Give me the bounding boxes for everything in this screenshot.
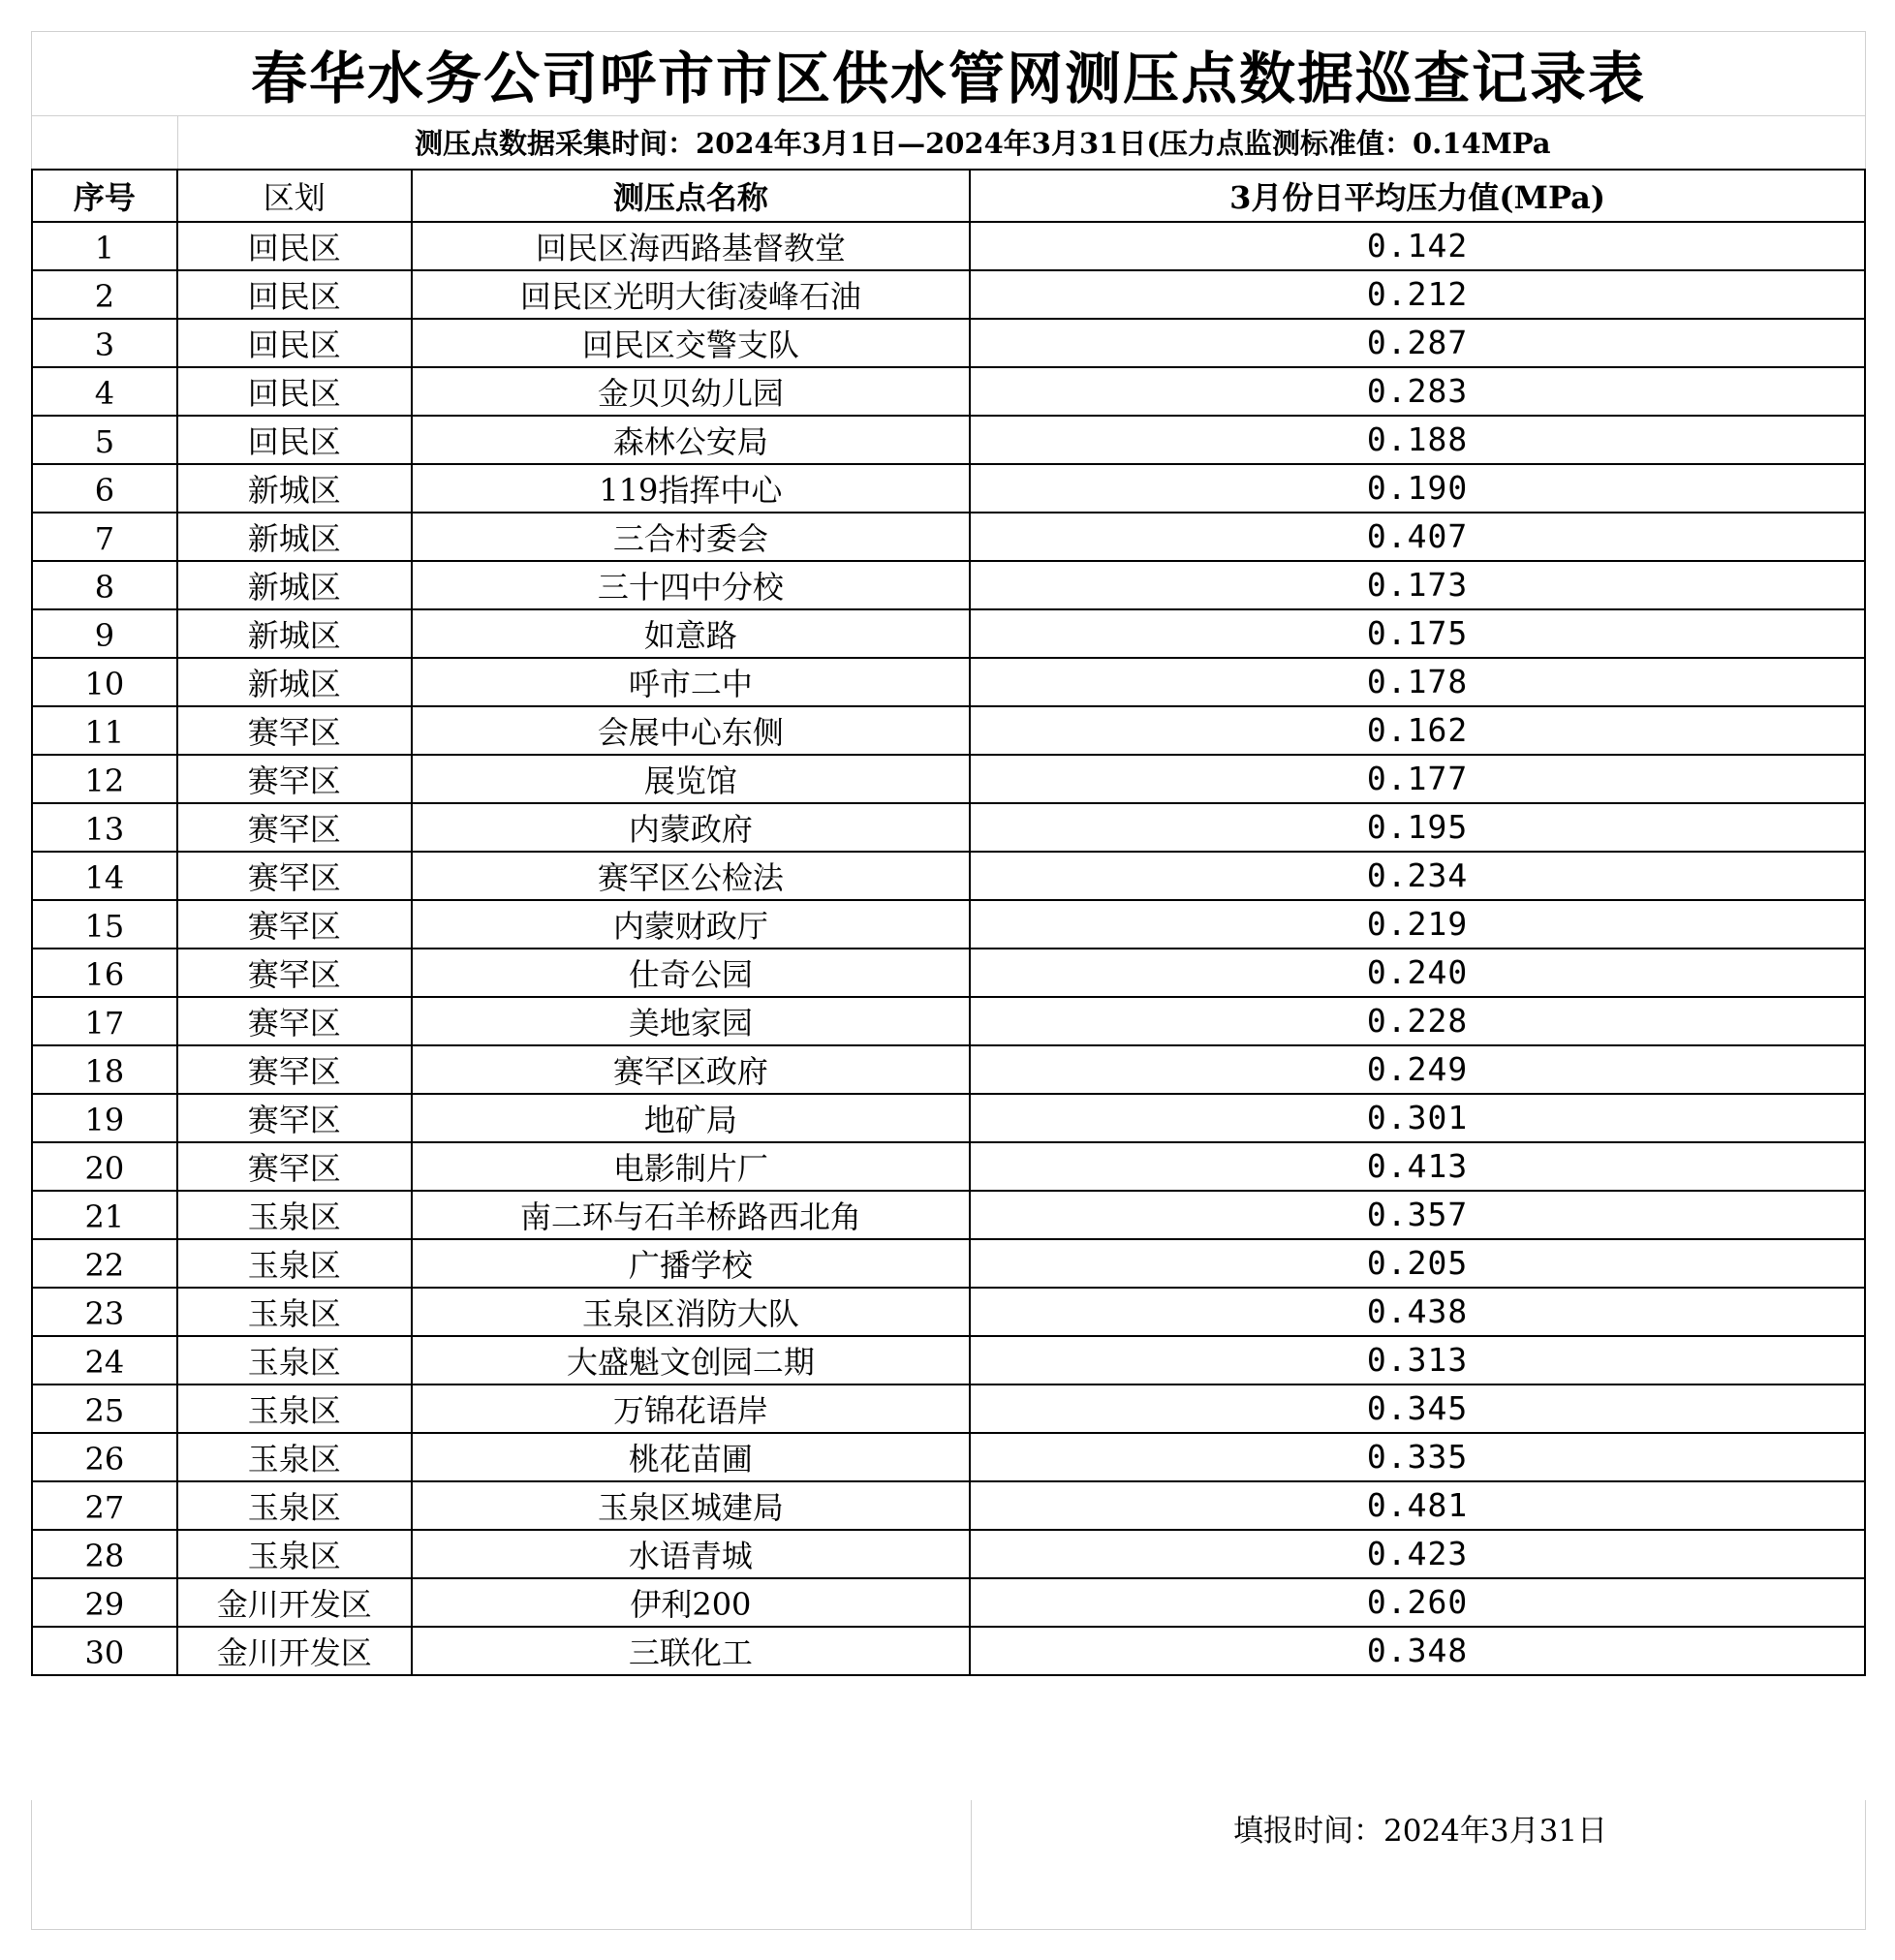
cell-seq[interactable]: 12 xyxy=(32,755,177,803)
cell-avg-pressure[interactable]: 0.348 xyxy=(970,1627,1865,1675)
table-row xyxy=(32,1191,1865,1239)
page-title: 春华水务公司呼市市区供水管网测压点数据巡查记录表 xyxy=(31,31,1866,116)
table-row xyxy=(32,1142,1865,1191)
cell-point-name[interactable]: 回民区海西路基督教堂 xyxy=(412,222,971,270)
cell-region[interactable]: 玉泉区 xyxy=(177,1384,412,1433)
cell-seq[interactable]: 29 xyxy=(32,1578,177,1627)
table-row xyxy=(32,1578,1865,1627)
table-row xyxy=(32,1288,1865,1336)
table-row xyxy=(32,561,1865,609)
cell-avg-pressure[interactable]: 0.240 xyxy=(970,949,1865,997)
cell-seq[interactable]: 18 xyxy=(32,1045,177,1094)
cell-region[interactable]: 新城区 xyxy=(177,561,412,609)
cell-point-name[interactable]: 回民区光明大街凌峰石油 xyxy=(412,270,971,319)
cell-region[interactable]: 金川开发区 xyxy=(177,1627,412,1675)
cell-seq[interactable]: 24 xyxy=(32,1336,177,1384)
table-row xyxy=(32,1627,1865,1675)
cell-region[interactable]: 赛罕区 xyxy=(177,900,412,949)
table-row xyxy=(32,416,1865,464)
cell-point-name[interactable]: 电影制片厂 xyxy=(412,1142,971,1191)
cell-seq[interactable]: 30 xyxy=(32,1627,177,1675)
cell-avg-pressure[interactable]: 0.481 xyxy=(970,1481,1865,1530)
cell-point-name[interactable]: 南二环与石羊桥路西北角 xyxy=(412,1191,971,1239)
cell-region[interactable]: 赛罕区 xyxy=(177,949,412,997)
table-row xyxy=(32,464,1865,513)
cell-seq[interactable]: 14 xyxy=(32,852,177,900)
cell-avg-pressure[interactable]: 0.407 xyxy=(970,513,1865,561)
report-time: 填报时间：2024年3月31日 xyxy=(1233,1814,1608,1849)
cell-avg-pressure[interactable]: 0.287 xyxy=(970,319,1865,367)
table-row xyxy=(32,513,1865,561)
cell-point-name[interactable]: 内蒙财政厅 xyxy=(412,900,971,949)
cell-region[interactable]: 玉泉区 xyxy=(177,1288,412,1336)
cell-seq[interactable]: 3 xyxy=(32,319,177,367)
table-row xyxy=(32,1239,1865,1288)
cell-region[interactable]: 新城区 xyxy=(177,658,412,706)
cell-seq[interactable]: 28 xyxy=(32,1530,177,1578)
cell-region[interactable]: 回民区 xyxy=(177,270,412,319)
cell-divider xyxy=(177,116,178,169)
cell-seq[interactable]: 7 xyxy=(32,513,177,561)
cell-seq[interactable]: 16 xyxy=(32,949,177,997)
table-row xyxy=(32,1336,1865,1384)
cell-avg-pressure[interactable]: 0.195 xyxy=(970,803,1865,852)
pressure-table xyxy=(31,169,1866,1676)
cell-point-name[interactable]: 森林公安局 xyxy=(412,416,971,464)
cell-avg-pressure[interactable]: 0.175 xyxy=(970,609,1865,658)
cell-region[interactable]: 新城区 xyxy=(177,609,412,658)
cell-seq[interactable]: 11 xyxy=(32,706,177,755)
cell-seq[interactable]: 20 xyxy=(32,1142,177,1191)
cell-region[interactable]: 玉泉区 xyxy=(177,1336,412,1384)
table-row xyxy=(32,997,1865,1045)
cell-avg-pressure[interactable]: 0.178 xyxy=(970,658,1865,706)
cell-point-name[interactable]: 展览馆 xyxy=(412,755,971,803)
cell-avg-pressure[interactable]: 0.212 xyxy=(970,270,1865,319)
cell-point-name[interactable]: 赛罕区公检法 xyxy=(412,852,971,900)
cell-seq[interactable]: 15 xyxy=(32,900,177,949)
cell-region[interactable]: 赛罕区 xyxy=(177,1142,412,1191)
cell-seq[interactable]: 6 xyxy=(32,464,177,513)
cell-avg-pressure[interactable]: 0.190 xyxy=(970,464,1865,513)
table-row xyxy=(32,222,1865,270)
cell-seq[interactable]: 27 xyxy=(32,1481,177,1530)
cell-region[interactable]: 金川开发区 xyxy=(177,1578,412,1627)
cell-avg-pressure[interactable]: 0.335 xyxy=(970,1433,1865,1481)
subtitle-row xyxy=(31,116,1866,169)
cell-avg-pressure[interactable]: 0.283 xyxy=(970,367,1865,416)
cell-region[interactable]: 玉泉区 xyxy=(177,1433,412,1481)
cell-avg-pressure[interactable]: 0.249 xyxy=(970,1045,1865,1094)
cell-avg-pressure[interactable]: 0.205 xyxy=(970,1239,1865,1288)
footer-area xyxy=(31,1800,1866,1930)
cell-point-name[interactable]: 玉泉区城建局 xyxy=(412,1481,971,1530)
cell-point-name[interactable]: 呼市二中 xyxy=(412,658,971,706)
cell-avg-pressure[interactable]: 0.162 xyxy=(970,706,1865,755)
cell-point-name[interactable]: 赛罕区政府 xyxy=(412,1045,971,1094)
cell-avg-pressure[interactable]: 0.438 xyxy=(970,1288,1865,1336)
table-row xyxy=(32,803,1865,852)
cell-point-name[interactable]: 仕奇公园 xyxy=(412,949,971,997)
table-row xyxy=(32,1045,1865,1094)
cell-seq[interactable]: 17 xyxy=(32,997,177,1045)
header-region[interactable]: 区划 xyxy=(177,170,412,222)
table-body xyxy=(32,222,1865,1675)
cell-seq[interactable]: 10 xyxy=(32,658,177,706)
cell-point-name[interactable]: 美地家园 xyxy=(412,997,971,1045)
table-row xyxy=(32,367,1865,416)
cell-region[interactable]: 回民区 xyxy=(177,319,412,367)
cell-divider xyxy=(971,1800,972,1930)
table-row xyxy=(32,900,1865,949)
cell-region[interactable]: 玉泉区 xyxy=(177,1481,412,1530)
cell-region[interactable]: 赛罕区 xyxy=(177,1094,412,1142)
cell-region[interactable]: 赛罕区 xyxy=(177,706,412,755)
table-row xyxy=(32,706,1865,755)
table-row xyxy=(32,1481,1865,1530)
cell-point-name[interactable]: 回民区交警支队 xyxy=(412,319,971,367)
cell-region[interactable]: 新城区 xyxy=(177,464,412,513)
collection-period: 测压点数据采集时间：2024年3月1日—2024年3月31日(压力点监测标准值：0.14MPa xyxy=(415,127,1551,160)
cell-point-name[interactable]: 金贝贝幼儿园 xyxy=(412,367,971,416)
header-avg-pressure[interactable]: 3月份日平均压力值(MPa) xyxy=(970,170,1865,222)
cell-region[interactable]: 玉泉区 xyxy=(177,1191,412,1239)
cell-seq[interactable]: 5 xyxy=(32,416,177,464)
table-row xyxy=(32,319,1865,367)
cell-seq[interactable]: 26 xyxy=(32,1433,177,1481)
cell-region[interactable]: 回民区 xyxy=(177,367,412,416)
table-row xyxy=(32,852,1865,900)
cell-point-name[interactable]: 地矿局 xyxy=(412,1094,971,1142)
cell-region[interactable]: 回民区 xyxy=(177,222,412,270)
cell-point-name[interactable]: 伊利200 xyxy=(412,1578,971,1627)
cell-avg-pressure[interactable]: 0.357 xyxy=(970,1191,1865,1239)
table-row xyxy=(32,270,1865,319)
cell-seq[interactable]: 19 xyxy=(32,1094,177,1142)
cell-seq[interactable]: 13 xyxy=(32,803,177,852)
cell-point-name[interactable]: 如意路 xyxy=(412,609,971,658)
cell-avg-pressure[interactable]: 0.234 xyxy=(970,852,1865,900)
cell-seq[interactable]: 23 xyxy=(32,1288,177,1336)
cell-avg-pressure[interactable]: 0.219 xyxy=(970,900,1865,949)
cell-point-name[interactable]: 三合村委会 xyxy=(412,513,971,561)
cell-point-name[interactable]: 万锦花语岸 xyxy=(412,1384,971,1433)
cell-region[interactable]: 赛罕区 xyxy=(177,1045,412,1094)
header-point-name[interactable]: 测压点名称 xyxy=(412,170,971,222)
cell-region[interactable]: 赛罕区 xyxy=(177,803,412,852)
cell-point-name[interactable]: 会展中心东侧 xyxy=(412,706,971,755)
cell-avg-pressure[interactable]: 0.260 xyxy=(970,1578,1865,1627)
cell-point-name[interactable]: 广播学校 xyxy=(412,1239,971,1288)
cell-region[interactable]: 赛罕区 xyxy=(177,755,412,803)
cell-point-name[interactable]: 水语青城 xyxy=(412,1530,971,1578)
cell-seq[interactable]: 21 xyxy=(32,1191,177,1239)
cell-seq[interactable]: 8 xyxy=(32,561,177,609)
cell-point-name[interactable]: 三十四中分校 xyxy=(412,561,971,609)
cell-point-name[interactable]: 119指挥中心 xyxy=(412,464,971,513)
cell-seq[interactable]: 9 xyxy=(32,609,177,658)
table-row xyxy=(32,1530,1865,1578)
cell-region[interactable]: 玉泉区 xyxy=(177,1530,412,1578)
cell-avg-pressure[interactable]: 0.173 xyxy=(970,561,1865,609)
cell-seq[interactable]: 4 xyxy=(32,367,177,416)
table-row xyxy=(32,1433,1865,1481)
cell-point-name[interactable]: 三联化工 xyxy=(412,1627,971,1675)
table-row xyxy=(32,949,1865,997)
table-row xyxy=(32,609,1865,658)
cell-region[interactable]: 玉泉区 xyxy=(177,1239,412,1288)
cell-region[interactable]: 赛罕区 xyxy=(177,852,412,900)
cell-avg-pressure[interactable]: 0.142 xyxy=(970,222,1865,270)
cell-point-name[interactable]: 内蒙政府 xyxy=(412,803,971,852)
header-seq[interactable]: 序号 xyxy=(32,170,177,222)
cell-region[interactable]: 新城区 xyxy=(177,513,412,561)
cell-region[interactable]: 赛罕区 xyxy=(177,997,412,1045)
header-row xyxy=(32,170,1865,222)
cell-avg-pressure[interactable]: 0.188 xyxy=(970,416,1865,464)
cell-avg-pressure[interactable]: 0.313 xyxy=(970,1336,1865,1384)
cell-seq[interactable]: 25 xyxy=(32,1384,177,1433)
cell-avg-pressure[interactable]: 0.301 xyxy=(970,1094,1865,1142)
cell-avg-pressure[interactable]: 0.177 xyxy=(970,755,1865,803)
cell-seq[interactable]: 2 xyxy=(32,270,177,319)
cell-point-name[interactable]: 玉泉区消防大队 xyxy=(412,1288,971,1336)
cell-seq[interactable]: 1 xyxy=(32,222,177,270)
cell-point-name[interactable]: 大盛魁文创园二期 xyxy=(412,1336,971,1384)
table-row xyxy=(32,1094,1865,1142)
table-row xyxy=(32,755,1865,803)
cell-seq[interactable]: 22 xyxy=(32,1239,177,1288)
cell-avg-pressure[interactable]: 0.413 xyxy=(970,1142,1865,1191)
table-row xyxy=(32,658,1865,706)
cell-point-name[interactable]: 桃花苗圃 xyxy=(412,1433,971,1481)
cell-avg-pressure[interactable]: 0.423 xyxy=(970,1530,1865,1578)
cell-avg-pressure[interactable]: 0.228 xyxy=(970,997,1865,1045)
spreadsheet xyxy=(31,31,1866,1930)
table-row xyxy=(32,1384,1865,1433)
cell-avg-pressure[interactable]: 0.345 xyxy=(970,1384,1865,1433)
cell-region[interactable]: 回民区 xyxy=(177,416,412,464)
